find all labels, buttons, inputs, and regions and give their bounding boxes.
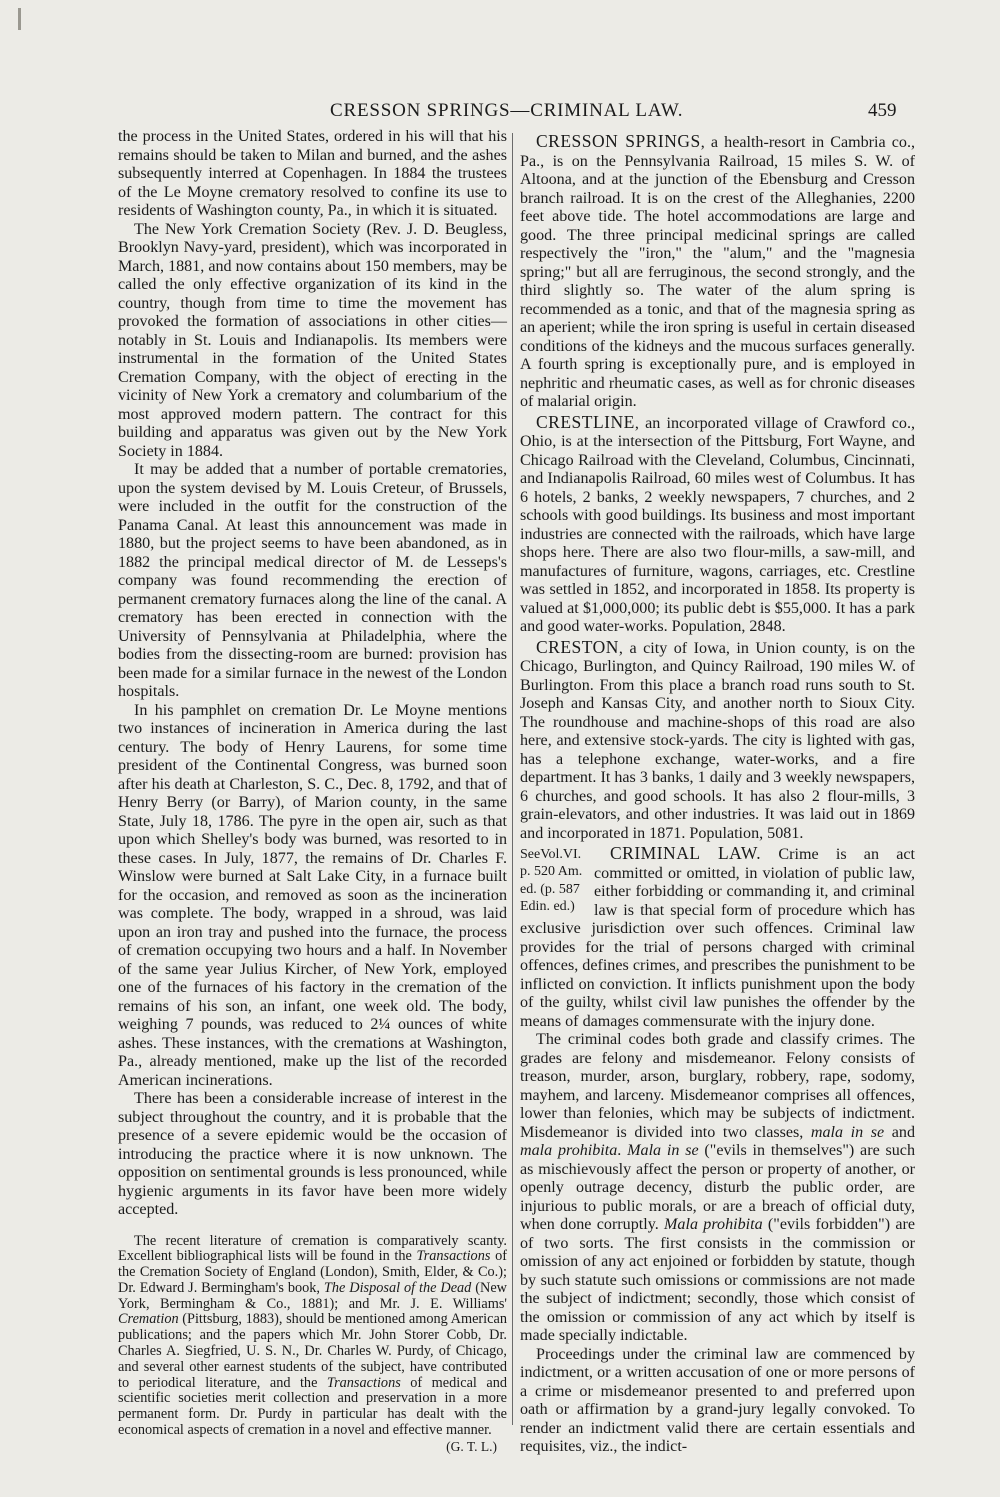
headword: CRESSON SPRINGS — [536, 131, 701, 151]
scan-mark — [18, 8, 21, 30]
headword: CRESTLINE — [536, 411, 635, 432]
paragraph: Proceedings under the criminal law are commenced by indictment, or a written accusation of one or more persons of a crime or misdemeanor presented to and preferred upon oath or affirmation by a grand-jury legally convoked. To render an indictment valid there are certain essentials and requisites, viz., the indict- — [520, 1345, 915, 1455]
paragraph: the process in the United States, ordered in his will that his remains should be taken to Milan and burned, and the ashes subsequently interred at Copenhagen. In 1884 the trustees of the Le Moyne crematory resolved to confine its use to residents of Washington county, Pa., in which it is situated. — [118, 128, 507, 219]
entry-crestline: CRESTLINE, an incorporated village of Crawford co., Ohio, is at the intersection of the Pittsburg, Fort Wayne, and Chicago Railroad with the Cleveland, Columbus, Cincinnati, and Indianapolis Railroad, 60 miles west of Columbus. It has 6 hotels, 2 banks, 2 weekly newspapers, 7 churches, and 2 schools with good buildings. Its business and most important industries are connected with the railroads, which have large shops here. There are also two flour-mills, a saw-mill, and manufactures of furniture, wagons, carriages, etc. Crestline was settled in 1852, and incorporated in 1858. Its property is valued at $1,000,000; its public debt is $55,000. It has a park and good water-works. Population, 2848. — [520, 411, 915, 635]
marginal-note: SeeVol.VI. p. 520 Am. ed. (p. 587 Edin. ed.) — [520, 847, 583, 914]
author-initials: (G. T. L.) — [446, 1438, 497, 1454]
paragraph: The criminal codes both grade and classify crimes. The grades are felony and misdemeanor. Felony consists of treason, murder, arson, burglary, robbery, rape, sodomy, mayhem, and larceny. Misdemeanor comprises all offences, lower than felonies, which may be subjects of indictment. Misdemeanor is divided into two classes, mala in se and mala prohibita. Mala in se ("evils in themselves") are such as mischievously affect the person or property of another, or openly outrage decency, disturb the public order, are injurious to public morals, or are a breach of official duty, when done corruptly. Mala prohibita ("evils forbidden") are of two sorts. The first consists in the commission or omission of any act enjoined or forbidden by statute, though by such statute such omissions or commissions are not made the subject of indictment; secondly, those which consist of the omission or commission of any act which by itself is made specially indictable. — [520, 1031, 915, 1344]
left-column — [118, 128, 507, 1455]
entry-creston: CRESTON, a city of Iowa, in Union county, is on the Chicago, Burlington, and Quincy Railroad, 190 miles W. of Burlington. From this place a branch road runs south to St. Joseph and Kansas City, and another north to Sioux City. The roundhouse and machine-shops of this road are also here, and extensive stock-yards. The city is lighted with gas, has a telephone exchange, water-works, and a fire department. It has 3 banks, 1 daily and 3 weekly newspapers, 6 churches, and good schools. It has also 2 flour-mills, 3 grain-elevators, and other industries. It was laid out in 1869 and incorporated in 1871. Population, 5081. — [520, 636, 915, 842]
paragraph: It may be added that a number of portable crematories, upon the system devised by M. Louis Creteur, of Brussels, were included in the outfit for the construction of the Panama Canal. At least this announcement was made in 1880, but the project seems to have been abandoned, as in 1882 the principal medical director of M. de Lesseps's company was found recommending the erection of permanent crematory furnaces along the line of the canal. A crematory has been erected in connection with the University of Pennsylvania at Philadelphia, where the bodies from the dissecting-room are burned: provision has been made for a similar furnace in the newest of the London hospitals. — [118, 461, 507, 700]
page-number: 459 — [868, 100, 897, 121]
paragraph: In his pamphlet on cremation Dr. Le Moyne mentions two instances of incineration in America during the last century. The body of Henry Laurens, for some time president of the Continental Congress, was burned soon after his death at Charleston, S. C., Dec. 8, 1792, and that of Henry Berry (or Barry), of Marion county, in the same State, July 18, 1786. The pyre in the open air, such as that upon which Shelley's body was burned, was resorted to in these cases. In July, 1877, the remains of Dr. Charles F. Winslow were burned at Salt Lake City, in a furnace built for the occasion, and removed as soon as the incineration was complete. The body, wrapped in a shroud, was laid upon an iron tray and pushed into the furnace, the process of cremation occupying two hours and a half. In November of the same year Julius Kircher, of New York, employed one of the furnaces of his factory in the cremation of the remains of his son, an infant, one week old. The body, weighing 7 pounds, was reduced to 2¼ ounces of white ashes. These instances, with the cremations at Washington, Pa., already mentioned, make up the list of the recorded American incinerations. — [118, 701, 507, 1089]
paragraph: The New York Cremation Society (Rev. J. D. Beugless, Brooklyn Navy-yard, president), which was incorporated in March, 1881, and now contains about 150 members, may be called the only effective organization of its kind in the country, though from time to time the movement has provoked the formation of associations in other cities—notably in St. Louis and Indianapolis. Its members were instrumental in the formation of the United States Cremation Company, with the object of erecting in the vicinity of New York a crematory and columbarium of the most approved modern pattern. The contract for this building and apparatus was given out by the New York Society in 1884. — [118, 220, 507, 460]
page-header — [0, 100, 1000, 130]
entry-criminal-law: CRIMINAL LAW. SeeVol.VI. p. 520 Am. ed. (p. 587 Edin. ed.) Crime is an act committed or omitted, in violation of public law, either forbidding or commanding it, and criminal law is that special form of procedure which has exclusive jurisdiction over such offences. Criminal law provides for the trial of persons charged with criminal offences, defines crimes, and prescribes the punishment to be inflicted on conviction. It inflicts punishment upon the body of the guilty, whilst civil law punishes the offender by the means of damages commensurate with the injury done. — [520, 843, 915, 1030]
paragraph: There has been a considerable increase of interest in the subject throughout the country, and it is probable that the presence of a severe epidemic would be the occasion of introducing the practice where it is now unknown. The opposition on sentimental grounds is less pronounced, while hygienic arguments in its favor have been more widely accepted. — [118, 1090, 507, 1218]
column-divider — [512, 133, 513, 1425]
entry-cresson-springs: CRESSON SPRINGS, a health-resort in Cambria co., Pa., is on the Pennsylvania Railroad, 15 miles S. W. of Altoona, and at the junction of the Ebensburg and Cresson branch railroad. It is on the crest of the Alleghanies, 2200 feet above tide. The hotel accommodations are large and good. The three principal medicinal springs are called respectively the "iron," the "alum," and the "magnesia spring;" but all are ferruginous, the second strongly, and the third slightly so. The water of the alum spring is recommended as a tonic, and that of the magnesia spring as an aperient; while the iron spring is useful in certain diseased conditions of the kidneys and the mucous surfaces generally. A fourth spring is exceptionally pure, and is employed in nephritic and rheumatic cases, as well as for chronic diseases of malarial origin. — [520, 131, 916, 410]
footnote: The recent literature of cremation is comparatively scanty. Excellent bibliographical lists will be found in the Transactions of the Cremation Society of England (London), Smith, Elder, & Co.); Dr. Edward J. Bermingham's book, The Disposal of the Dead (New York, Bermingham & Co., 1881); and Mr. J. E. Williams' Cremation (Pittsburg, 1883), should be mentioned among American publications; and the papers which Mr. John Storer Cobb, Dr. Charles A. Siegfried, U. S. N., Dr. Charles W. Purdy, of Chicago, and several other earnest students of the subject, have contributed to periodical literature, and the Transactions of medical and scientific societies merit collection and preservation in a more permanent form. Dr. Purdy in particular has dealt with the economical aspects of cremation in a novel and effective manner. (G. T. L.) — [118, 1232, 507, 1454]
headword: CRESTON — [536, 636, 619, 657]
headword: CRIMINAL LAW. — [610, 843, 762, 863]
running-head: CRESSON SPRINGS—CRIMINAL LAW. — [330, 100, 684, 121]
right-column — [520, 131, 915, 1457]
